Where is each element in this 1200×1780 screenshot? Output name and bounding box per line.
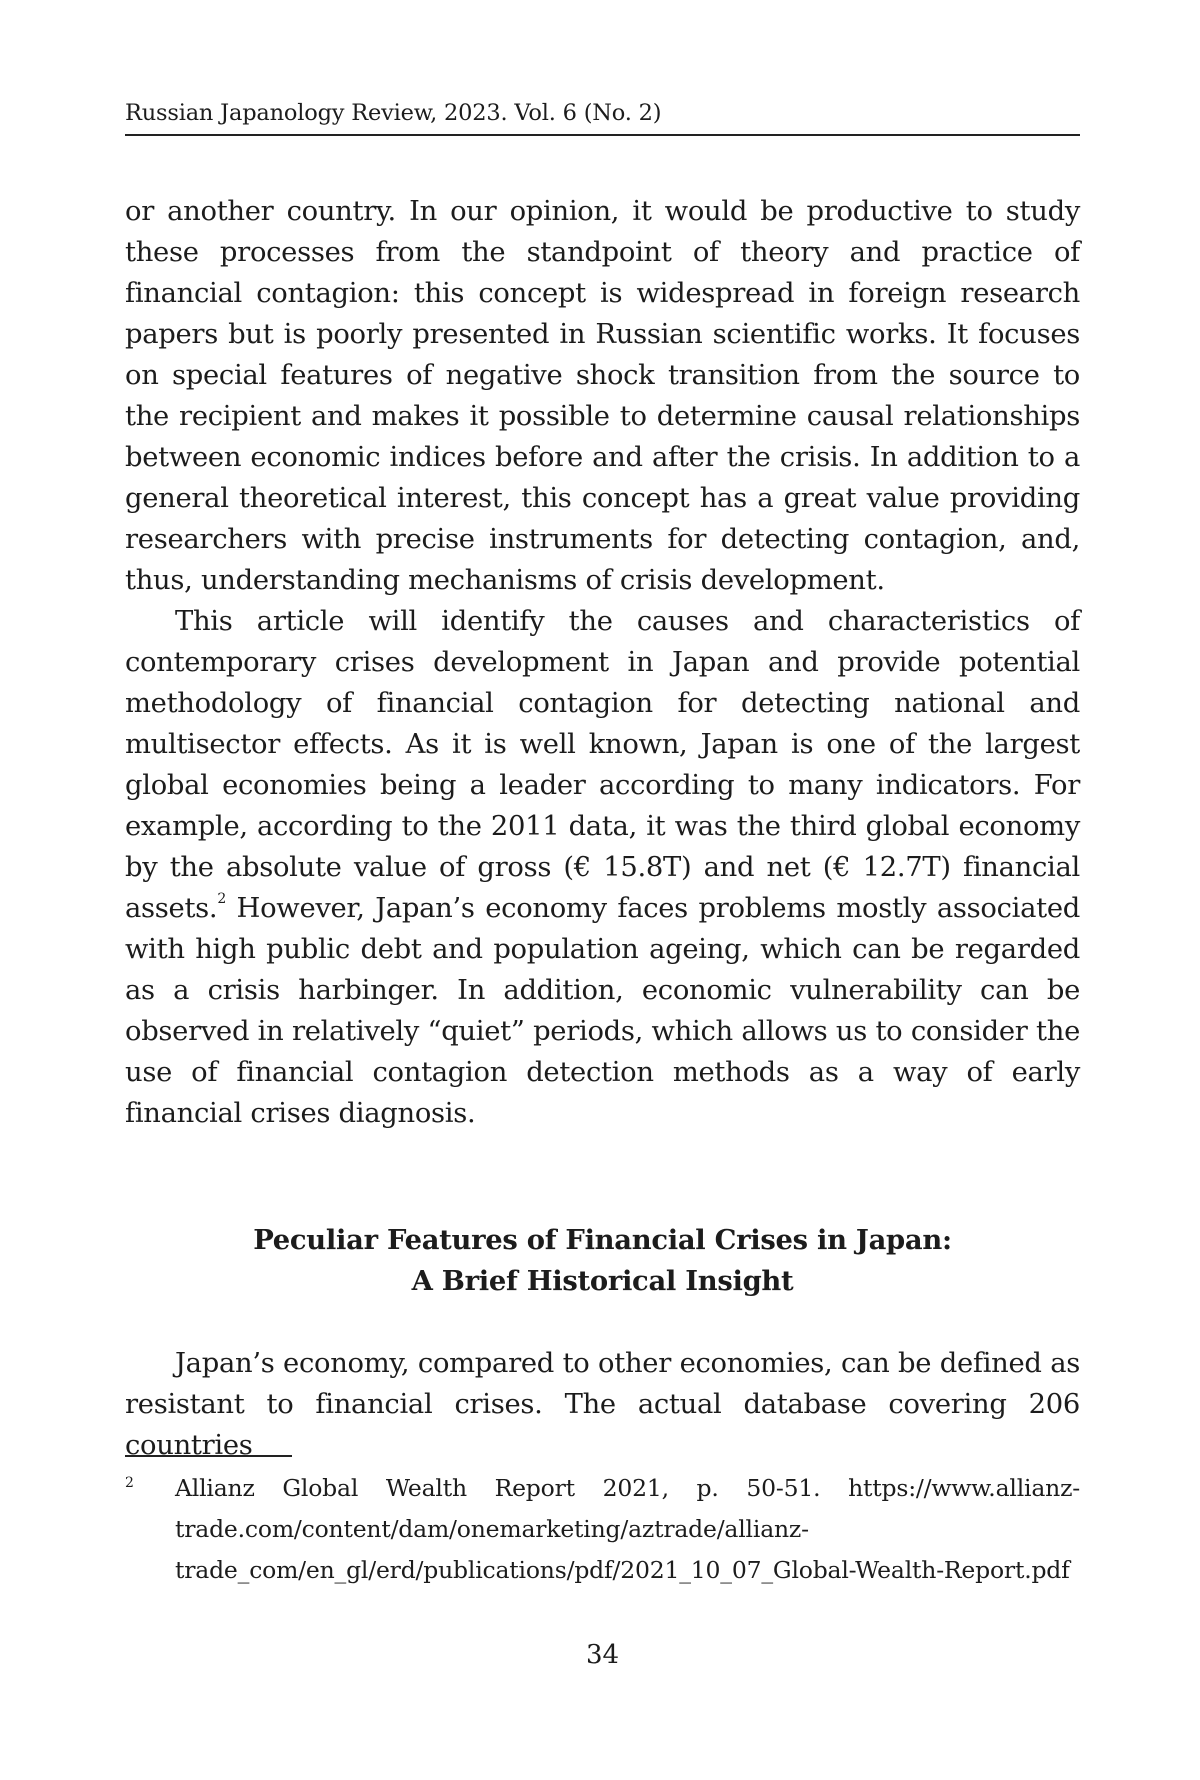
footnote-reference[interactable]: 2 (217, 891, 226, 907)
page-number: 34 (585, 1640, 620, 1670)
footnote-text: Allianz Global Wealth Report 2021, p. 50-51. https://www.allianz-trade.com/content/dam/onemarketing/aztrade/allianz-trade_com/en_gl/erd/publications/pdf/2021_10_07_Global-Wealth-Report.pdf (175, 1474, 1080, 1584)
running-head: Russian Japanology Review, 2023. Vol. 6 (No. 2) (125, 98, 1080, 136)
section-heading-line-2: A Brief Historical Insight (411, 1265, 794, 1297)
section-paragraph-1: Japan’s economy, compared to other economies, can be defined as resistant to financial crises. The actual database covering 206 countries (125, 1348, 1080, 1461)
footnote-divider (125, 1455, 292, 1457)
section-text (125, 1343, 1080, 1466)
main-text (125, 191, 1080, 1134)
footnote-number: 2 (125, 1475, 134, 1491)
paragraph-2 (125, 601, 1080, 1134)
paragraph-2-part-1: This article will identify the causes and characteristics of contemporary crises development in Japan and provide potential methodology of financial contagion for detecting national and multisector effects. As it is well known, Japan is one of the largest global economies being a leader according to many indicators. For example, according to the 2011 data, it was the third global economy by the absolute value of gross (€ 15.8T) and net (€ 12.7T) financial assets. (125, 606, 1080, 924)
section-heading (125, 1220, 1080, 1302)
section-heading-line-1: Peculiar Features of Financial Crises in Japan: (253, 1224, 952, 1256)
footnote (125, 1468, 1080, 1591)
paragraph-2-part-2: However, Japan’s economy faces problems mostly associated with high public debt and population ageing, which can be regarded as a crisis harbinger. In addition, economic vulnerability can be observed in relatively “quiet” periods, which allows us to consider the use of financial contagion detection methods as a way of early financial crises diagnosis. (125, 893, 1080, 1129)
paragraph-1: or another country. In our opinion, it would be productive to study these processes from the standpoint of theory and practice of financial contagion: this concept is widespread in foreign research papers but is poorly presented in Russian scientific works. It focuses on special features of negative shock transition from the source to the recipient and makes it possible to determine causal relationships between economic indices before and after the crisis. In addition to a general theoretical interest, this concept has a great value providing researchers with precise instruments for detecting contagion, and, thus, understanding mechanisms of crisis development. (125, 196, 1080, 596)
